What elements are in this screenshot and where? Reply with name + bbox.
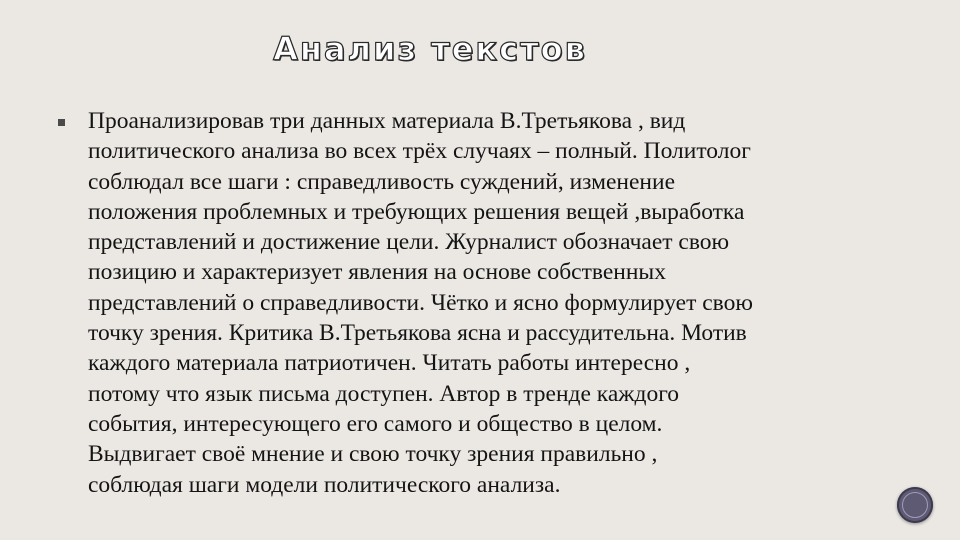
text-line: Проанализировав три данных материала В.Третьякова , вид (88, 108, 686, 134)
slide-title: Анализ текстов (273, 30, 587, 68)
nav-ring (902, 492, 928, 518)
text-line: позицию и характеризует явления на основе собственных (88, 259, 666, 286)
circle-nav-icon[interactable] (897, 487, 933, 523)
text-line: положения проблемных и требующих решения вещей ,выработка (88, 198, 745, 225)
text-line: потому что язык письма доступен. Автор в тренде каждого (88, 380, 680, 407)
text-line: соблюдал все шаги : справедливость суждений, изменение (88, 168, 676, 195)
text-line: события, интересующего его самого и общество в целом. (88, 410, 663, 437)
text-line: точку зрения. Критика В.Третьякова ясна и рассудительна. Мотив (88, 320, 747, 347)
text-line: каждого материала патриотичен. Читать работы интересно , (88, 350, 691, 377)
text-line: Выдвигает своё мнение и свою точку зрения правильно , (88, 441, 658, 468)
bullet-block (58, 106, 908, 500)
text-line: политического анализа во всех трёх случаях – полный. Политолог (88, 138, 751, 165)
text-line: соблюдая шаги модели политического анализа. (88, 471, 561, 498)
square-bullet-icon (58, 119, 65, 126)
text-line: представлений о справедливости. Чётко и ясно формулирует свою (88, 289, 753, 316)
text-line: представлений и достижение цели. Журналист обозначает свою (88, 229, 730, 256)
bullet-text (88, 106, 908, 500)
